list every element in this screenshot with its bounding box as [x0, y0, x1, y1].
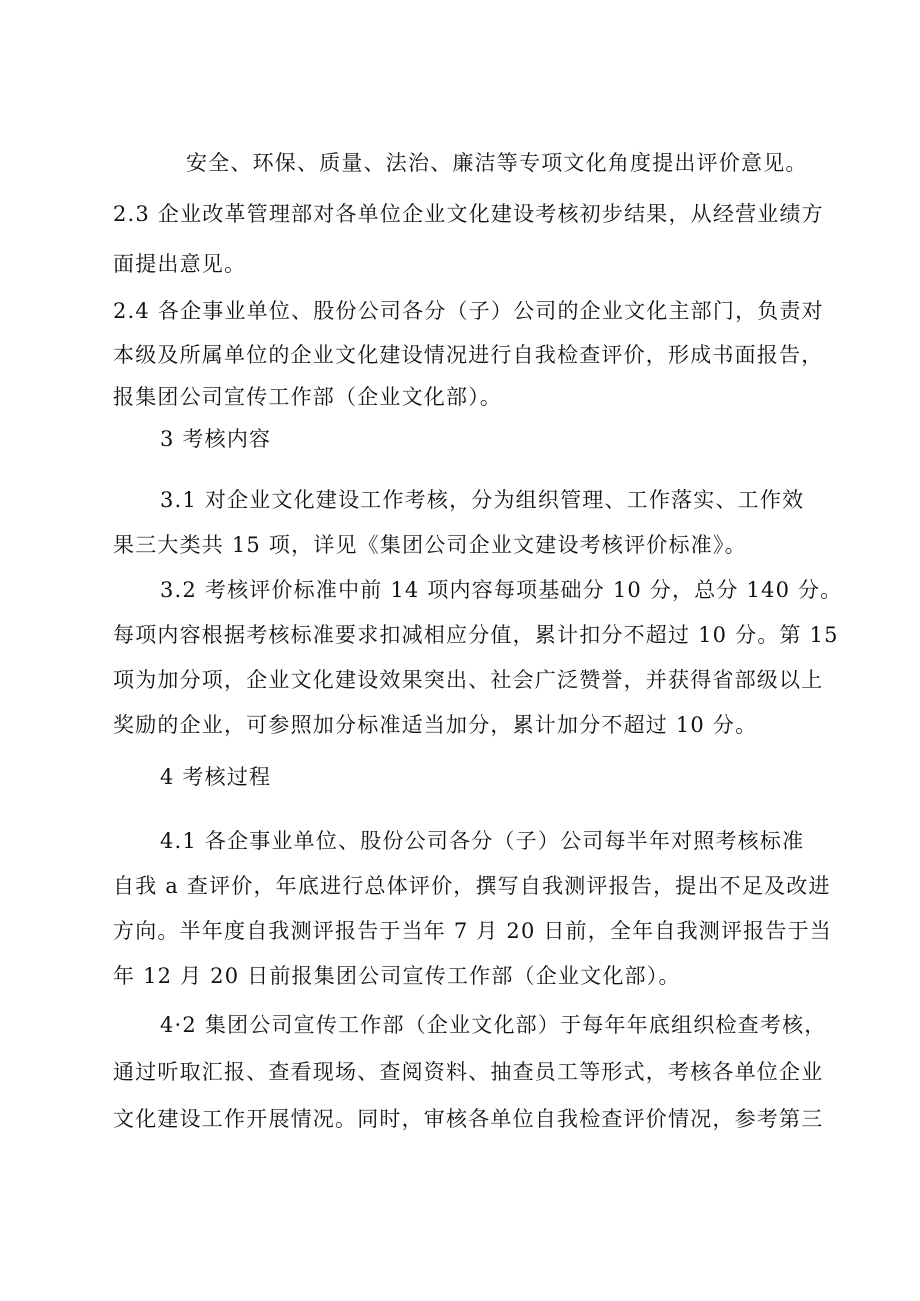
text-line: 2.3 企业改革管理部对各单位企业文化建设考核初步结果，从经营业绩方 [113, 202, 824, 226]
text-line: 方向。半年度自我测评报告于当年 7 月 20 日前，全年自我测评报告于当 [113, 919, 832, 943]
text-line: 每项内容根据考核标准要求扣减相应分值，累计扣分不超过 10 分。第 15 [113, 623, 839, 647]
text-line: 自我 a 查评价，年底进行总体评价，撰写自我测评报告，提出不足及改进 [113, 874, 831, 898]
text-line: 通过听取汇报、查看现场、查阅资料、抽查员工等形式，考核各单位企业 [113, 1060, 824, 1084]
text-line: 4.1 各企事业单位、股份公司各分（子）公司每半年对照考核标准 [160, 829, 805, 853]
text-line: 果三大类共 15 项，详见《集团公司企业文建设考核评价标准》。 [113, 533, 747, 557]
text-line: 报集团公司宣传工作部（企业文化部）。 [113, 385, 503, 409]
text-line: 3.2 考核评价标准中前 14 项内容每项基础分 10 分，总分 140 分。 [160, 578, 843, 602]
text-line: 项为加分项，企业文化建设效果突出、社会广泛赞誉，并获得省部级以上 [113, 668, 824, 692]
section-heading: 3 考核内容 [160, 427, 272, 451]
text-line: 面提出意见。 [113, 252, 247, 276]
text-line: 本级及所属单位的企业文化建设情况进行自我检查评价，形成书面报告， [113, 343, 824, 367]
text-line: 3.1 对企业文化建设工作考核，分为组织管理、工作落实、工作效 [160, 488, 805, 512]
text-line: 奖励的企业，可参照加分标准适当加分，累计加分不超过 10 分。 [113, 713, 758, 737]
text-line: 文化建设工作开展情况。同时，审核各单位自我检查评价情况，参考第三 [113, 1107, 824, 1131]
text-line: 4·2 集团公司宣传工作部（企业文化部）于每年年底组织检查考核， [160, 1013, 827, 1037]
section-heading: 4 考核过程 [160, 765, 272, 789]
text-line: 年 12 月 20 日前报集团公司宣传工作部（企业文化部）。 [113, 964, 681, 988]
text-line: 安全、环保、质量、法治、廉洁等专项文化角度提出评价意见。 [186, 151, 808, 175]
text-line: 2.4 各企事业单位、股份公司各分（子）公司的企业文化主部门，负责对 [113, 299, 824, 323]
